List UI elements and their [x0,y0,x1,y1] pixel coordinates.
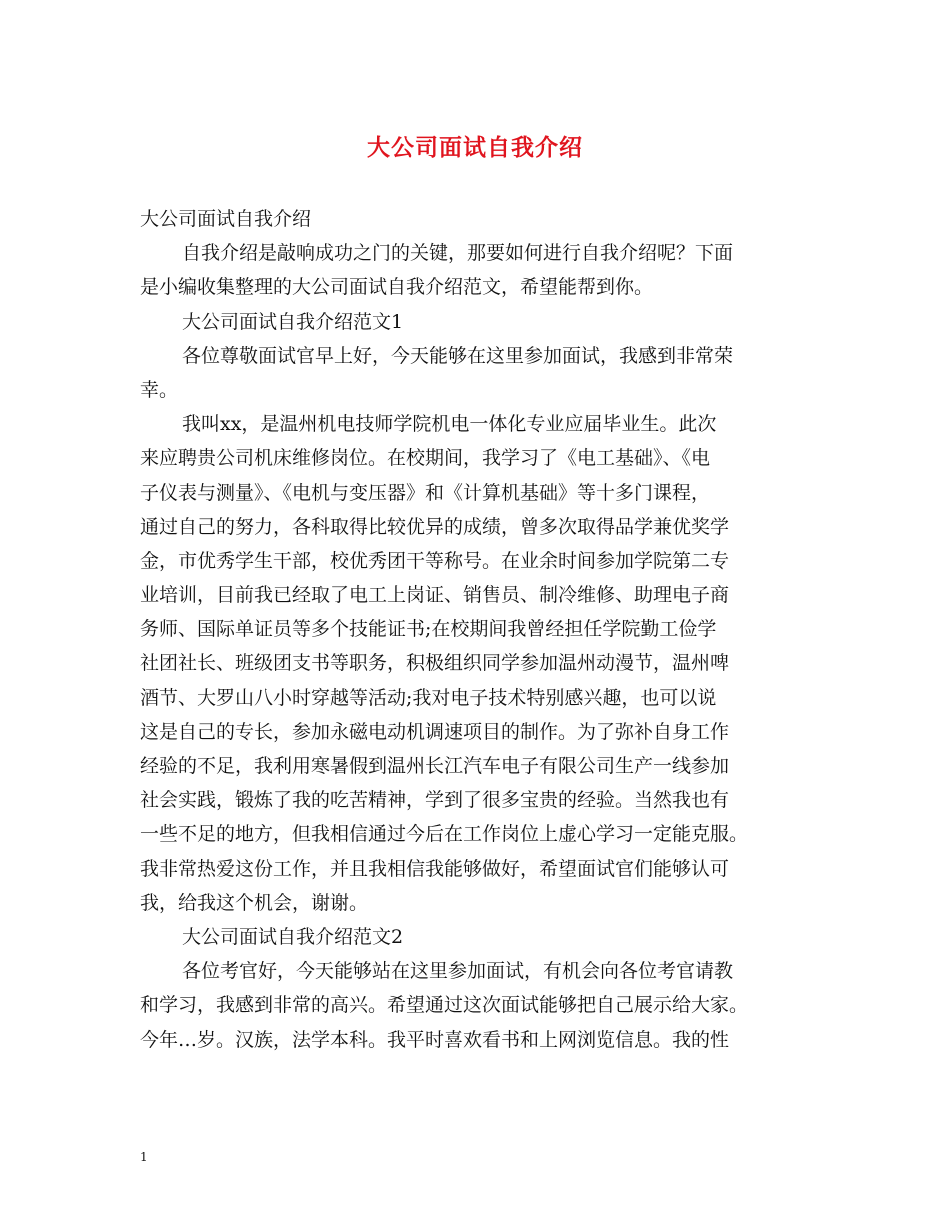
body-line: 自我介绍是敲响成功之门的关键，那要如何进行自我介绍呢？下面 [182,242,734,265]
body-line: 经验的不足，我利用寒暑假到温州长江汽车电子有限公司生产一线参加 [140,755,730,777]
body-line: 我非常热爱这份工作，并且我相信我能够做好，希望面试官们能够认可 [140,857,730,880]
body-line: 和学习，我感到非常的高兴。希望通过这次面试能够把自己展示给大家。 [140,994,749,1017]
body-line: 大公司面试自我介绍范文2 [182,925,404,948]
body-line: 我叫xx，是温州机电技师学院机电一体化专业应届毕业生。此次 [182,413,717,436]
body-line: 大公司面试自我介绍 [140,208,312,230]
body-line: 社团社长、班级团支书等职务，积极组织同学参加温州动漫节，温州啤 [140,652,730,675]
body-line: 幸。 [140,378,179,401]
body-line: 今年…岁。汉族，法学本科。我平时喜欢看书和上网浏览信息。我的性 [140,1028,730,1051]
body-line: 务师、国际单证员等多个技能证书;在校期间我曾经担任学院勤工俭学 [140,618,717,641]
body-line: 金，市优秀学生干部，校优秀团干等称号。在业余时间参加学院第二专 [140,549,730,572]
body-line: 一些不足的地方，但我相信通过今后在工作岗位上虚心学习一定能克服。 [140,823,749,846]
body-line: 大公司面试自我介绍范文1 [182,310,404,333]
body-line: 是小编收集整理的大公司面试自我介绍范文，希望能帮到你。 [140,276,654,299]
body-line: 这是自己的专长，参加永磁电动机调速项目的制作。为了弥补自身工作 [140,720,730,743]
body-line: 来应聘贵公司机床维修岗位。在校期间，我学习了《电工基础》、《电 [140,447,711,470]
body-line: 通过自己的努力，各科取得比较优异的成绩，曾多次取得品学兼优奖学 [140,515,730,538]
body-line: 子仪表与测量》、《电机与变压器》和《计算机基础》等十多门课程， [140,481,711,504]
body-line: 各位考官好，今天能够站在这里参加面试，有机会向各位考官请教 [182,960,734,983]
document-body [140,202,830,1057]
body-line: 社会实践，锻炼了我的吃苦精神，学到了很多宝贵的经验。当然我也有 [140,789,730,812]
page-number: 1 [140,1150,148,1164]
body-line: 酒节、大罗山八小时穿越等活动;我对电子技术特别感兴趣，也可以说 [140,686,717,709]
body-line: 各位尊敬面试官早上好，今天能够在这里参加面试，我感到非常荣 [182,344,734,367]
body-line: 业培训，目前我已经取了电工上岗证、销售员、制冷维修、助理电子商 [140,584,730,607]
body-line: 我，给我这个机会，谢谢。 [140,891,369,914]
document-title: 大公司面试自我介绍 [367,134,583,161]
